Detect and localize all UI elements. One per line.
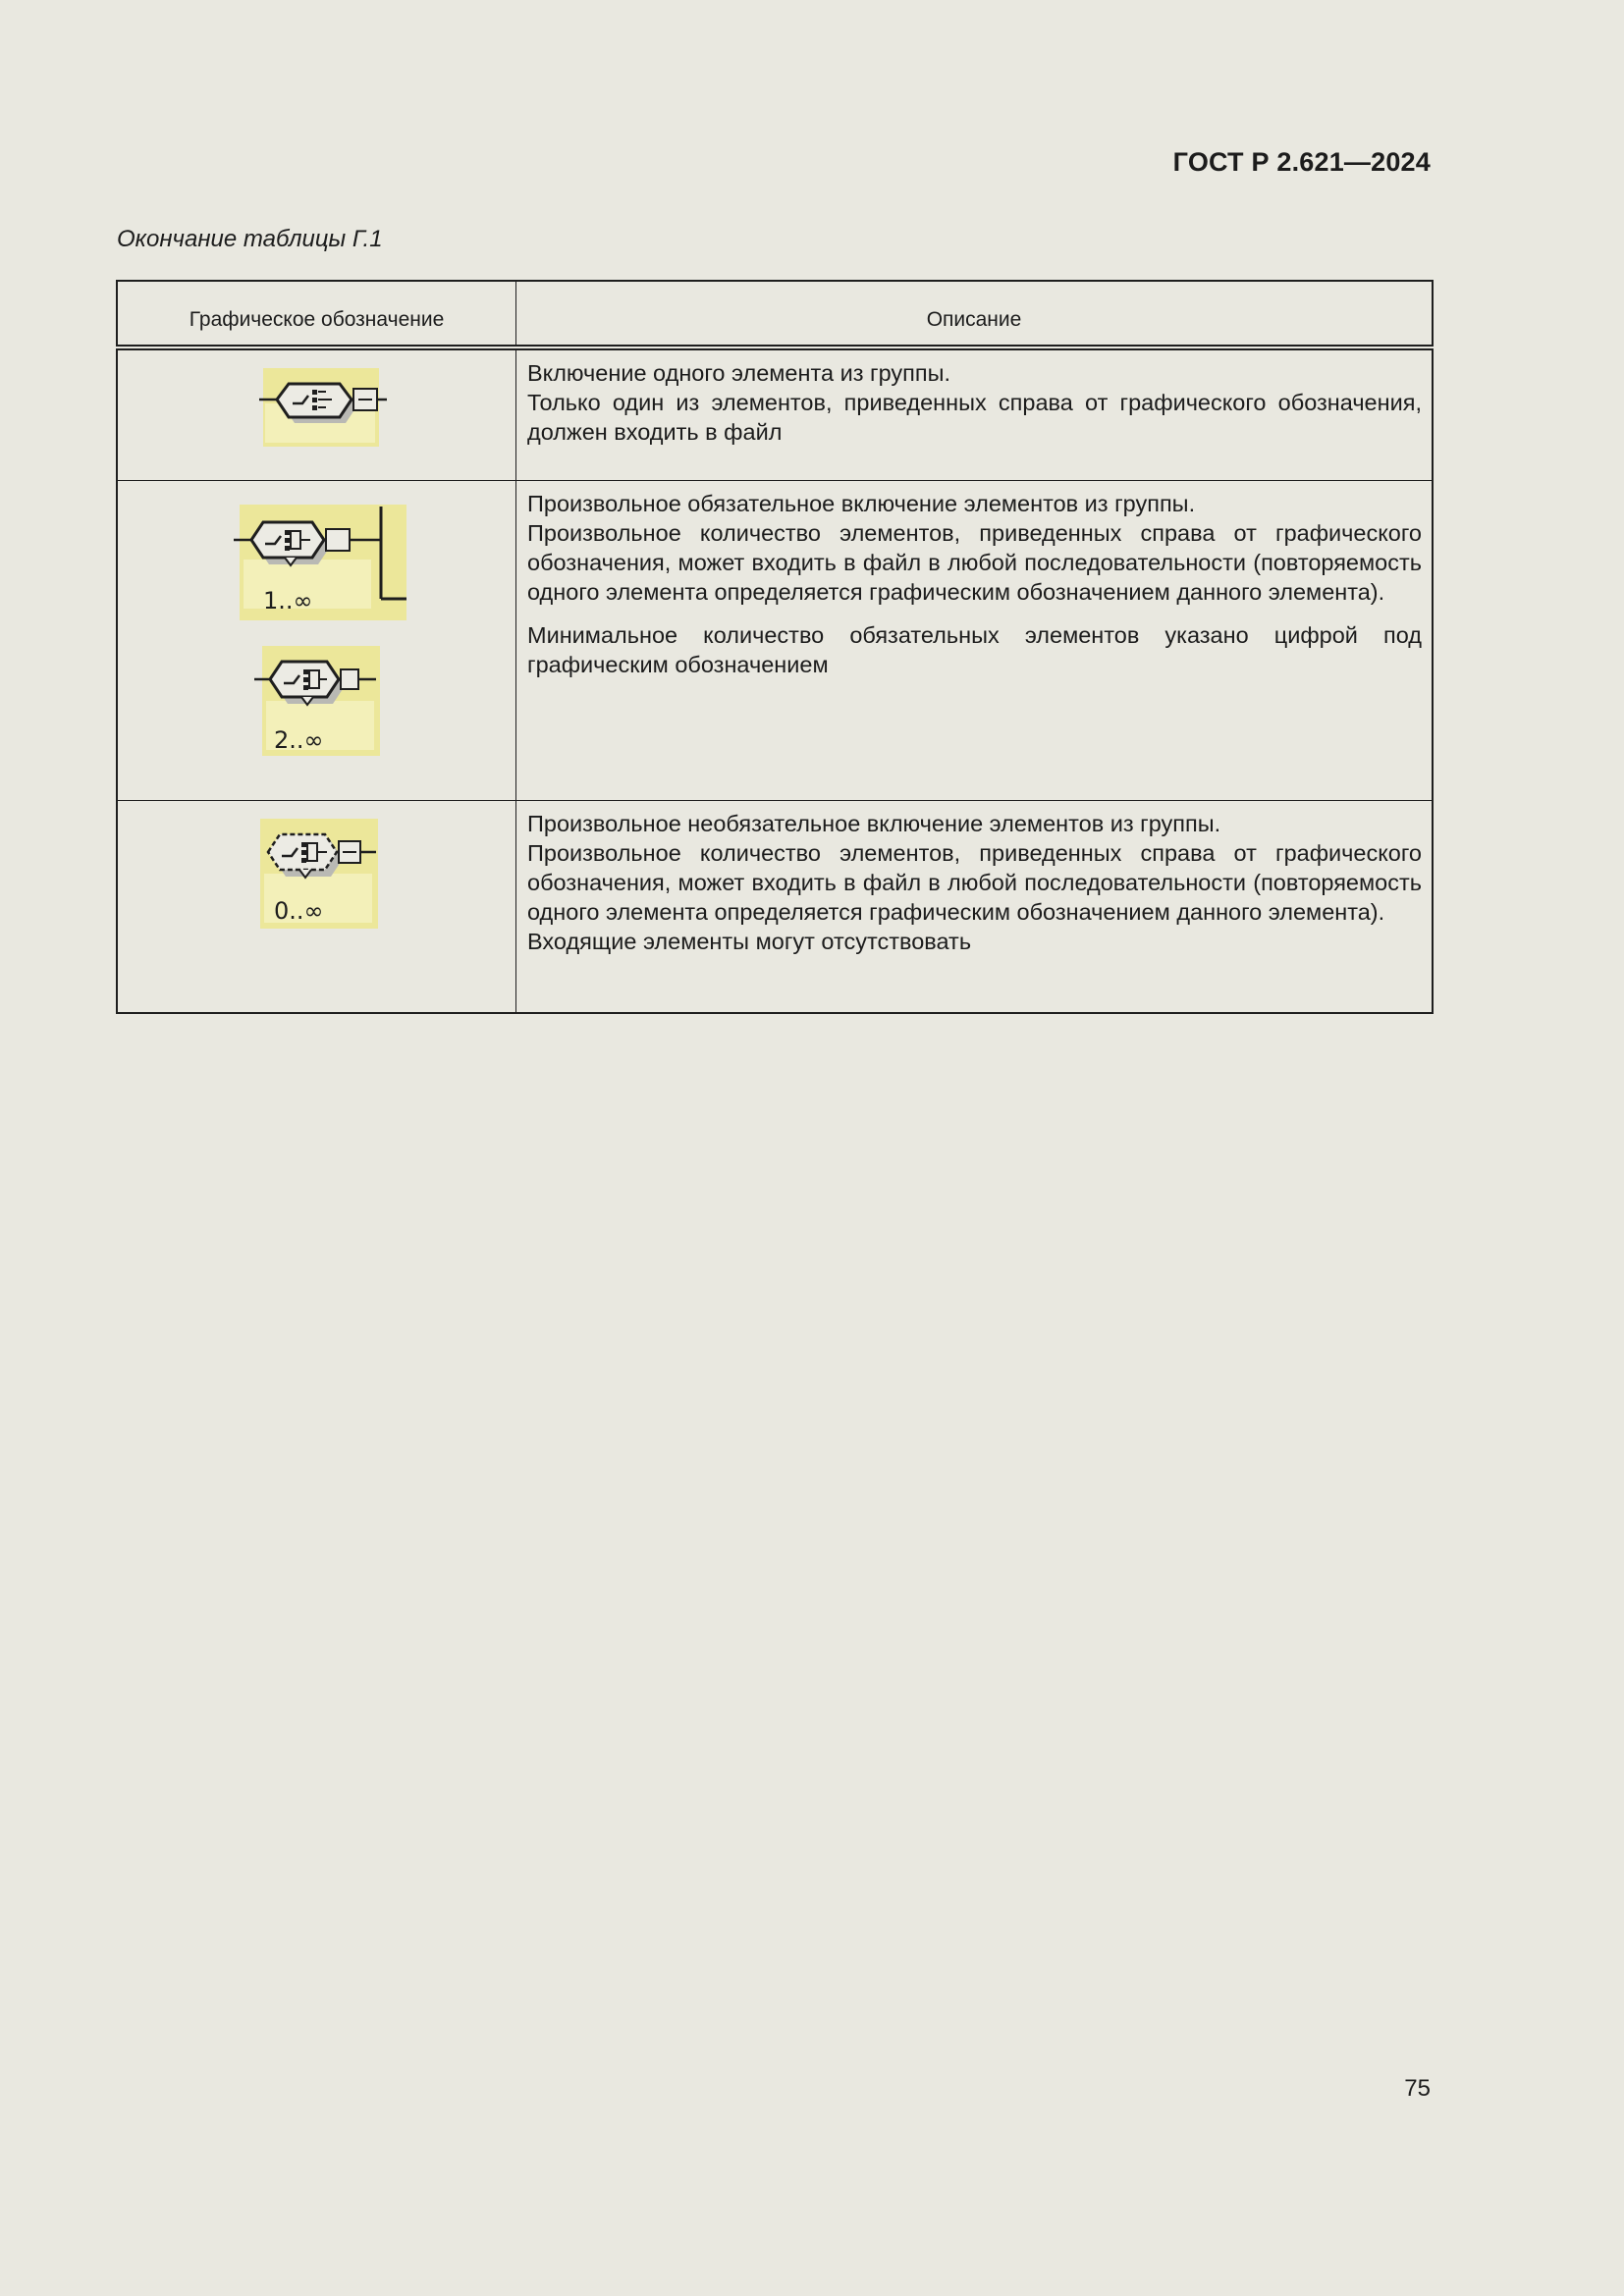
description-cell	[516, 801, 1434, 1014]
symbol-cell	[117, 481, 516, 801]
mandatory-sequence-group-icon	[224, 501, 410, 628]
cardinality-label: 0..∞	[273, 897, 324, 925]
description-line: Только один из элементов, приведенных справа от графического обозначения, должен входить в файл	[527, 390, 1422, 445]
optional-sequence-group-icon	[248, 815, 386, 933]
description-line: Произвольное количество элементов, приведенных справа от графического обозначения, может входить в файл в любой последовательности (повторяемость одного элемента определяется графическим обозначением данного элемента).	[527, 520, 1422, 605]
table-header-row	[117, 281, 1433, 347]
description-cell	[516, 481, 1434, 801]
symbols-table	[116, 280, 1434, 1014]
description-line: Произвольное количество элементов, приведенных справа от графического обозначения, может входить в файл в любой последовательности (повторяемость одного элемента определяется графическим обозначением данного элемента).	[527, 840, 1422, 925]
symbol-cell	[117, 801, 516, 1014]
description-line: Включение одного элемента из группы.	[527, 360, 951, 386]
description-note: Минимальное количество обязательных элементов указано цифрой под графическим обозначением	[527, 622, 1422, 677]
choice-group-icon	[244, 364, 391, 451]
description-line: Произвольное необязательное включение элементов из группы.	[527, 811, 1221, 836]
document-header: ГОСТ Р 2.621—2024	[1172, 147, 1431, 177]
description-line: Произвольное обязательное включение элементов из группы.	[527, 491, 1196, 516]
table-caption: Окончание таблицы Г.1	[117, 226, 383, 252]
symbol-cell	[117, 347, 516, 481]
column-header-description: Описание	[516, 281, 1434, 347]
cardinality-label: 1..∞	[262, 587, 313, 614]
table-row	[117, 481, 1433, 801]
table-row	[117, 801, 1433, 1014]
description-cell	[516, 347, 1434, 481]
column-header-symbol: Графическое обозначение	[117, 281, 516, 347]
mandatory-sequence-group-icon	[248, 642, 386, 760]
page-number: 75	[1404, 2075, 1431, 2102]
table-row	[117, 347, 1433, 481]
description-line: Входящие элементы могут отсутствовать	[527, 929, 972, 954]
cardinality-label: 2..∞	[273, 726, 324, 754]
